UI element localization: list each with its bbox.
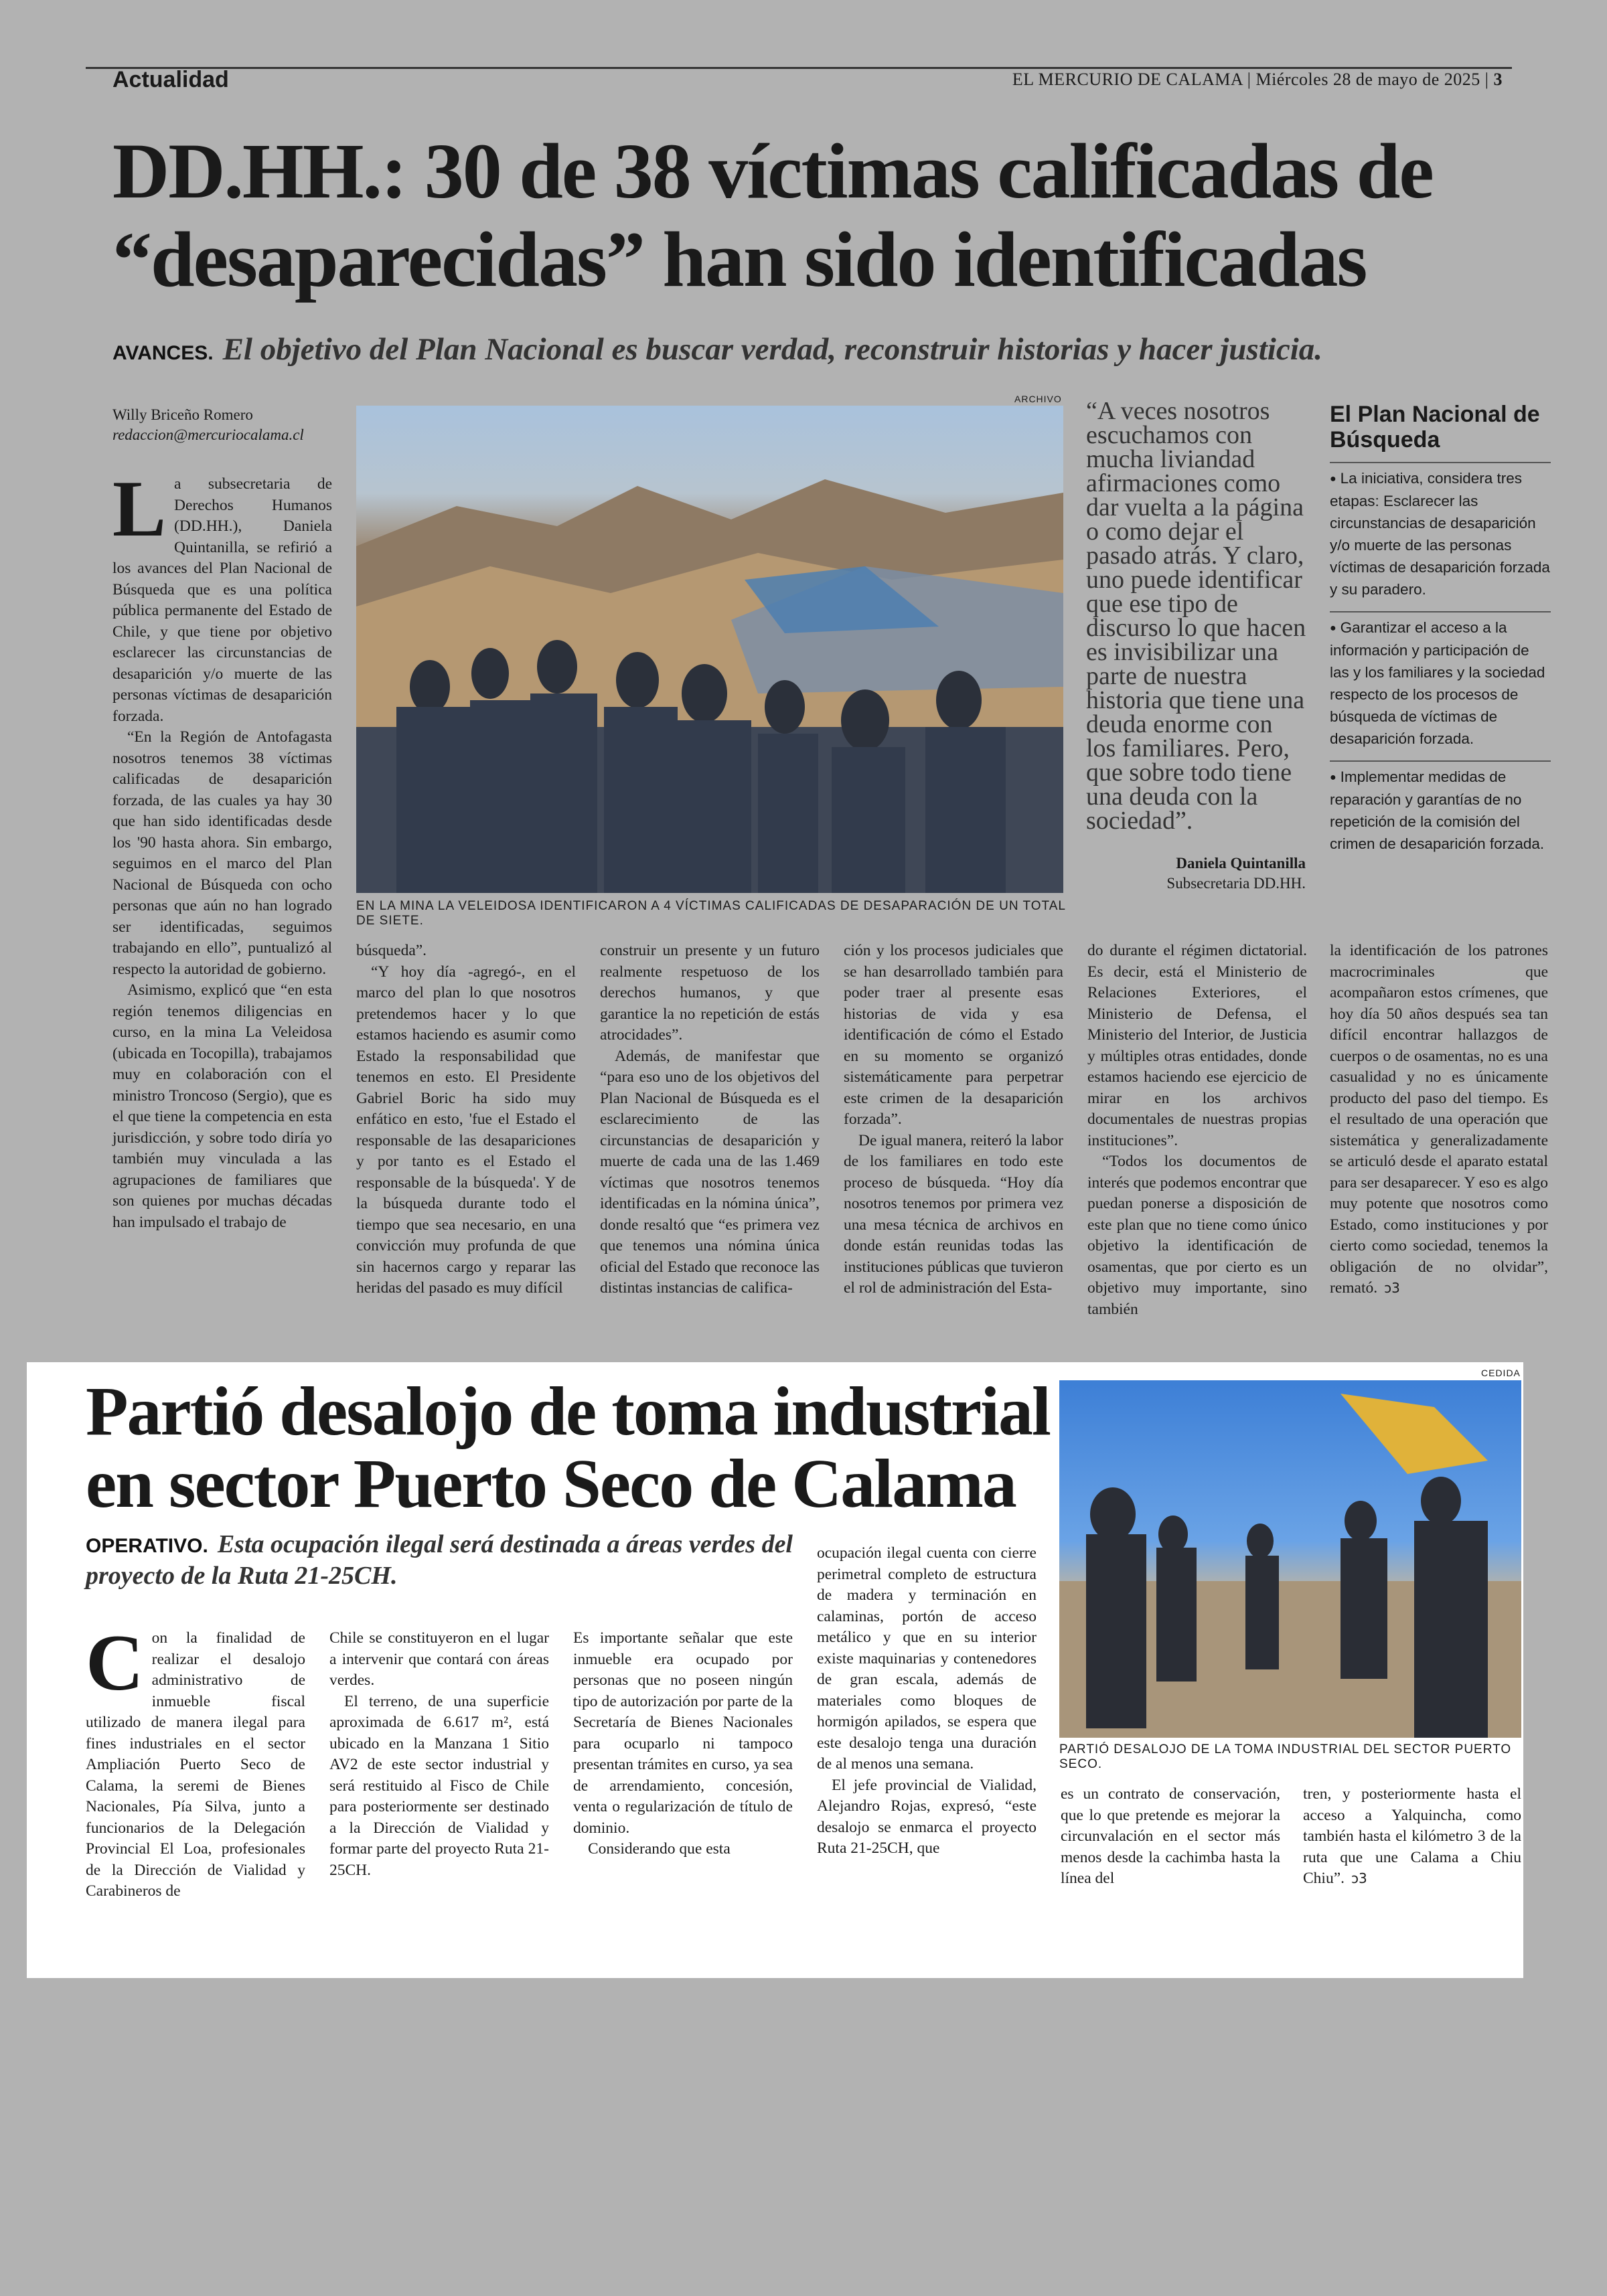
pull-quote: “A veces nosotros escuchamos con mucha liviandad afirmaciones como dar vuelta a la página o como dejar el pasado atrás. Y claro, uno puede identificar que ese tipo de discurso lo que hacen es invisibilizar una parte de nuestra historia que tiene una deuda enorme con los familiares. Pero, que sobre todo tiene una deuda con la sociedad”. — [1086, 397, 1306, 835]
sidebar-item: ● Implementar medidas de reparación y garantías de no repetición de la comisión del crimen de desaparición forzada. — [1330, 760, 1551, 855]
section-label: Actualidad — [112, 67, 229, 92]
article2-photo — [1059, 1380, 1521, 1738]
article2-deck-text: Esta ocupación ilegal será destinada a áreas verdes del proyecto de la Ruta 21-25CH. — [86, 1530, 793, 1590]
article1-col1-p3: Asimismo, explicó que “en esta región tenemos diligencias en curso, en la mina La Veleidosa (ubicada en Tocopilla), trabajamos muy en colaboración con el ministro Troncoso (Sergio), que es el que tiene la competencia en esta jurisdicción, y sobre todo diría yo también muy vinculada a las agrupaciones de familiares que son quienes por muchas décadas han impulsado el trabajo de — [112, 981, 332, 1231]
article1-column-4 — [844, 940, 1063, 1299]
article2-photo-caption: PARTIÓ DESALOJO DE LA TOMA INDUSTRIAL DEL SECTOR PUERTO SECO. — [1059, 1742, 1512, 1771]
page-number: 3 — [1493, 70, 1503, 89]
article1-col1-p1: a subsecretaria de Derechos Humanos (DD.HH.), Daniela Quintanilla, se refirió a los avances del Plan Nacional de Búsqueda que es una política pública permanente del Estado de Chile, y que tiene por objetivo esclarecer las circunstancias de desaparición y/o muerte de las personas víctimas de desaparición forzada. — [112, 475, 332, 725]
article1-photo-credit: ARCHIVO — [1014, 394, 1062, 404]
article1-column-5 — [1087, 940, 1307, 1320]
article1-column-1 — [112, 464, 332, 1233]
article2-col3-p2: Considerando que esta — [588, 1840, 731, 1858]
article2-column-2 — [329, 1628, 549, 1881]
article2-headline: Partió desalojo de toma industrial en sector Puerto Seco de Calama — [86, 1373, 1050, 1522]
article2-column-6 — [1303, 1784, 1521, 1890]
article2-col2-p2: El terreno, de una superficie aproximada de 6.617 m², está ubicado en la Manzana 1 Sitio AV2 de este sector industrial y será restituido al Fisco de Chile para posteriormente ser destinado a la Dirección de Vialidad y formar parte del proyecto Ruta 21-25CH. — [329, 1692, 549, 1879]
article1-col5-p1: do durante el régimen dictatorial. Es decir, está el Ministerio de Relaciones Exteriores, el Ministerio de Defensa, el Ministerio del Interior, de Justicia y múltiples otras entidades, donde estamos haciendo ese ejercicio de mirar en los archivos documentales de nuestras propias instituciones”. — [1087, 942, 1307, 1149]
article1-col6-p1: la identificación de los patrones macrocriminales que acompañaron estos crímenes, que hoy día 50 años después sea tan difícil encontrar hallazgos de cuerpos o de osamentas, no es una casualidad y no es únicamente producto del paso del tiempo. Es el resultado de una operación que sistemática y generalizadamente se articuló desde el aparato estatal para ser desaparecer. Y eso es algo muy potente que nosotros como Estado, como instituciones y por cierto como sociedad, tenemos la obligación de no olvidar”, remató. — [1330, 942, 1548, 1297]
article1-col1-p2: “En la Región de Antofagasta nosotros tenemos 38 víctimas calificadas de desaparición forzada, de las cuales ya hay 30 que han sido identificadas desde los '90 hasta ahora. Sin embargo, seguimos en el marco del Plan Nacional de Búsqueda con ocho personas que aún no han logrado ser identificadas, seguimos trabajando en ello”, puntualizó al respecto la autoridad de gobierno. — [112, 728, 332, 978]
article1-headline: DD.HH.: 30 de 38 víctimas calificadas de “desaparecidas” han sido identificadas — [112, 127, 1433, 303]
article1-deck — [112, 331, 1322, 367]
article2-dropcap: C — [86, 1618, 144, 1707]
article1-column-3 — [600, 940, 820, 1299]
article1-kicker: AVANCES. — [112, 342, 214, 364]
pull-quote-attribution — [1098, 853, 1306, 894]
header-rule — [86, 67, 1512, 69]
article2-col5-p1: es un contrato de conservación, que lo que pretende es mejorar la circunvalación en el sector más menos desde la cachimba hasta la línea del — [1061, 1785, 1280, 1887]
article2-col1-p1: on la finalidad de realizar el desalojo administrativo de inmueble fiscal utilizado de manera ilegal para fines industriales en el sector Ampliación Puerto Seco de Calama, la seremi de Bienes Nacionales, Pía Silva, junto a funcionarios de la Delegación Provincial El Loa, profesionales de la Dirección de Vialidad y Carabineros de — [86, 1629, 305, 1900]
article2-end-mark: ↄ3 — [1351, 1870, 1367, 1886]
article2-deck — [86, 1530, 795, 1590]
mountain-landscape-illustration — [356, 406, 1063, 893]
author-name: Willy Briceño Romero — [112, 406, 253, 423]
byline — [112, 405, 313, 445]
article1-col4-p1: ción y los procesos judiciales que se han desarrollado también para poder traer al presente esas historias de vida y esa identificación de cómo el Estado en su momento se organizó sistemáticamente para perpetrar este crimen de la desaparición forzada”. — [844, 942, 1063, 1128]
article1-photo-caption: EN LA MINA LA VELEIDOSA IDENTIFICARON A 4 VÍCTIMAS CALIFICADAS DE DESAPARACIÓN DE UN TOTAL DE SIETE. — [356, 899, 1066, 928]
article2-column-1 — [86, 1618, 305, 1902]
pull-quote-author: Daniela Quintanilla — [1176, 855, 1306, 872]
article1-column-6 — [1330, 940, 1548, 1299]
article2-col4-p2: El jefe provincial de Vialidad, Alejandro Rojas, expresó, “este desalojo se enmarca el proyecto Ruta 21-25CH, que — [817, 1776, 1037, 1857]
issue-date: Miércoles 28 de mayo de 2025 — [1255, 70, 1480, 89]
article2-col2-p1: Chile se constituyeron en el lugar a intervenir que contará con áreas verdes. — [329, 1629, 549, 1689]
article1-col2-p1: búsqueda”. — [356, 942, 427, 959]
article2-column-4 — [817, 1543, 1037, 1860]
article1-col4-p2: De igual manera, reiteró la labor de los familiares en todo este proceso de búsqueda. “Hoy día nosotros tenemos por primera vez una mesa técnica de archivos en donde están reunidas todas las instituciones públicas que tuvieron el rol de administración del Esta- — [844, 1131, 1063, 1297]
article1-col3-p2: Además, de manifestar que “para eso uno de los objetivos del Plan Nacional de Búsqueda es el esclarecimiento de las circunstancias de desaparición y muerte de cada una de las 1.469 víctimas que nosotros tenemos identificadas en la nómina única”, donde resaltó que “es primera vez que tenemos una nómina única oficial del Estado que reconoce las distintas instancias de califica- — [600, 1047, 820, 1297]
article1-deck-text: El objetivo del Plan Nacional es buscar verdad, reconstruir historias y hacer justicia. — [222, 332, 1323, 367]
article2-col3-p1: Es importante señalar que este inmueble era ocupado por personas que no poseen ningún tipo de autorización por parte de la Secretaría de Bienes Nacionales para ocuparlo ni tampoco presentan trámites en curso, ya sea de arrendamiento, concesión, venta o regularización de título de dominio. — [573, 1629, 793, 1837]
sidebar-title: El Plan Nacional de Búsqueda — [1330, 402, 1540, 453]
article1-end-mark: ↄ3 — [1384, 1280, 1400, 1296]
article1-dropcap: L — [112, 464, 167, 553]
article1-photo — [356, 406, 1063, 893]
article2-kicker: OPERATIVO. — [86, 1535, 208, 1557]
article2-col4-p1: ocupación ilegal cuenta con cierre perimetral completo de estructura de madera y terminación en calaminas, portón de acceso metálico y que en su interior existe maquinarias y contenedores de gran escala, además de materiales como bloques de hormigón apilados, se espera que este desalojo tenga una duración de al menos una semana. — [817, 1544, 1037, 1773]
article2-photo-credit: CEDIDA — [1481, 1368, 1521, 1378]
article1-column-2 — [356, 940, 576, 1299]
article2-col6-p1: tren, y posteriormente hasta el acceso a Yalquincha, como también hasta el kilómetro 3 de la ruta que une Calama a Chiu Chiu”. — [1303, 1785, 1521, 1887]
article2-column-3 — [573, 1628, 793, 1860]
masthead: EL MERCURIO DE CALAMA | Miércoles 28 de mayo de 2025 | 3 — [1012, 70, 1503, 89]
article1-col5-p2: “Todos los documentos de interés que podemos encontrar que puedan ponerse a disposición de este plan que no tiene como único objetivo la identificación de osamentas, que por cierto es un objetivo muy importante, sino también — [1087, 1153, 1307, 1318]
author-email: redaccion@mercuriocalama.cl — [112, 426, 304, 443]
article1-col3-p1: construir un presente y un futuro realmente respetuoso de los derechos humanos, y que garantice la no repetición de estás atrocidades”. — [600, 942, 820, 1044]
newspaper-name: EL MERCURIO DE CALAMA — [1012, 70, 1243, 89]
article1-col2-p2: “Y hoy día -agregó-, en el marco del plan lo que nosotros pretendemos hacer y lo que estamos haciendo es asumir como Estado la responsabilidad que tenemos en esto. El Presidente Gabriel Boric ha sido muy enfático en esto, 'fue el Estado el responsable de las desapariciones y por tanto es el Estado el responsable de la búsqueda'. Y de la búsqueda durante todo el tiempo que sea necesario, en una convicción muy profunda de que sin hacernos cargo y reparar las heridas del pasado es muy difícil — [356, 963, 576, 1297]
pull-quote-role: Subsecretaria DD.HH. — [1166, 875, 1306, 892]
article2-column-5 — [1061, 1784, 1280, 1890]
sidebar-item: ● La iniciativa, considera tres etapas: Esclarecer las circunstancias de desaparición y/o muerte de las personas víctimas de desaparición forzada y su paradero. — [1330, 462, 1551, 600]
eviction-scene-illustration — [1059, 1380, 1521, 1738]
sidebar-box — [1330, 402, 1551, 866]
sidebar-item: ● Garantizar el acceso a la información y participación de las y los familiares y la sociedad respecto de los procesos de búsqueda de víctimas de desaparición forzada. — [1330, 611, 1551, 750]
